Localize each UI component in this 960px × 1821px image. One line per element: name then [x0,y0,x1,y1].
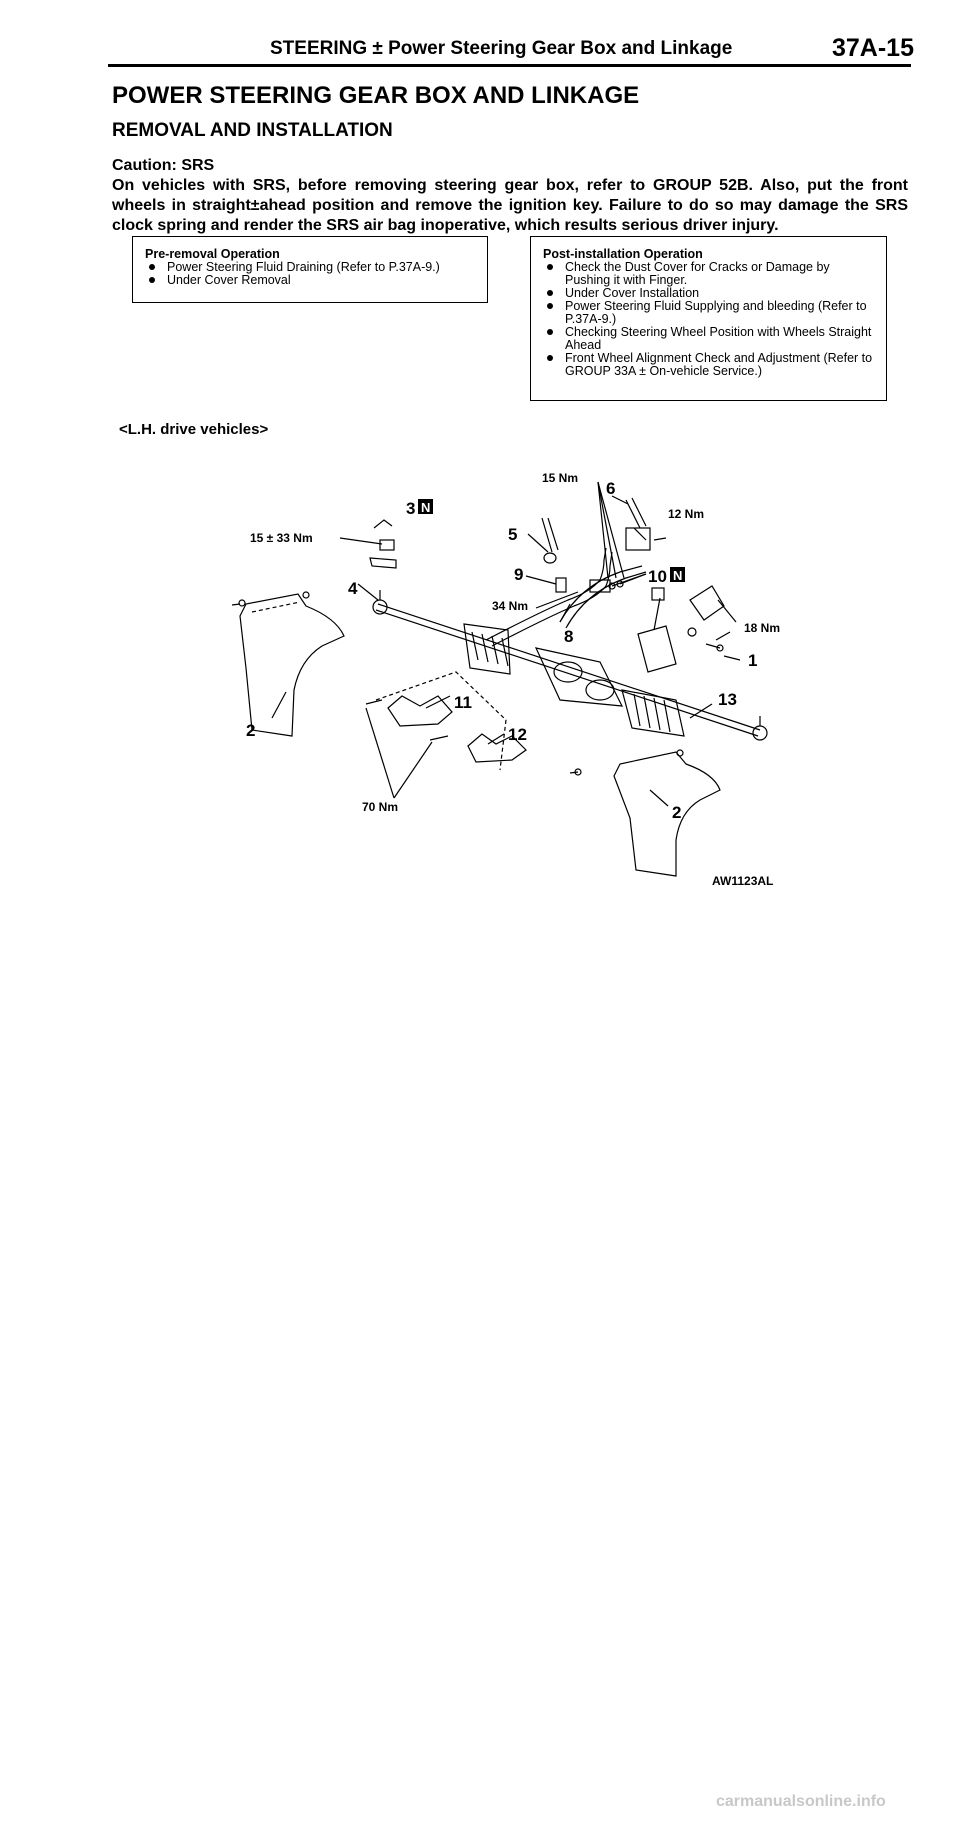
figure-code: AW1123AL [712,874,774,888]
caution-text: On vehicles with SRS, before removing steering gear box, refer to GROUP 52B. Also, put the front wheels in straight±ahead position and remove the ignition key. Failure to do so may damage the SRS clock spring and render the SRS air bag inoperative, which results serious driver injury. [112,177,908,234]
callout-9: 9 [514,565,524,584]
post-installation-box [530,236,887,401]
watermark: carmanualsonline.info [716,1793,886,1810]
torque-label: 34 Nm [492,599,529,613]
page-header-title: STEERING ± Power Steering Gear Box and Linkage [270,38,733,59]
callout-10: 10 [648,567,667,586]
callout-1: 1 [748,651,758,670]
torque-label: 12 Nm [668,507,705,521]
list-item: Check the Dust Cover for Cracks or Damage by Pushing it with Finger. [543,261,874,287]
figure-caption: <L.H. drive vehicles> [119,421,269,438]
post-installation-list [543,261,874,378]
new-part-mark: N [421,500,431,515]
callout-11: 11 [454,693,472,712]
page-number: 37A-15 [832,34,914,62]
list-item: Under Cover Installation [543,287,874,300]
callout-3: 3 [406,499,416,518]
callout-2: 2 [246,721,256,740]
callout-8: 8 [564,627,574,646]
torque-label: 15 ± 33 Nm [250,531,313,545]
header-rule [108,64,911,67]
callout-5: 5 [508,525,518,544]
list-item: Under Cover Removal [145,274,475,287]
list-item: Power Steering Fluid Draining (Refer to P.37A-9.) [145,261,475,274]
pre-removal-title: Pre-removal Operation [145,247,280,261]
new-part-mark: N [673,568,683,583]
torque-label: 70 Nm [362,800,399,814]
caution-label: Caution: SRS [112,157,215,174]
callout-13: 13 [718,690,737,709]
callout-12: 12 [508,725,527,744]
callout-2: 2 [672,803,682,822]
list-item: Power Steering Fluid Supplying and bleeding (Refer to P.37A-9.) [543,300,874,326]
post-installation-title: Post-installation Operation [543,247,703,261]
pre-removal-list [145,261,475,287]
new-part-marks [418,499,685,583]
pre-removal-box [132,236,488,303]
subsection-title: REMOVAL AND INSTALLATION [112,120,393,141]
torque-label: 18 Nm [744,621,781,635]
torque-label: 15 Nm [542,471,579,485]
callout-6: 6 [606,479,616,498]
callout-4: 4 [348,579,358,598]
list-item: Checking Steering Wheel Position with Wheels Straight Ahead [543,326,874,352]
list-item: Front Wheel Alignment Check and Adjustment (Refer to GROUP 33A ± On-vehicle Service.) [543,352,874,378]
gear-box-diagram [230,470,810,890]
section-title: POWER STEERING GEAR BOX AND LINKAGE [112,82,640,109]
